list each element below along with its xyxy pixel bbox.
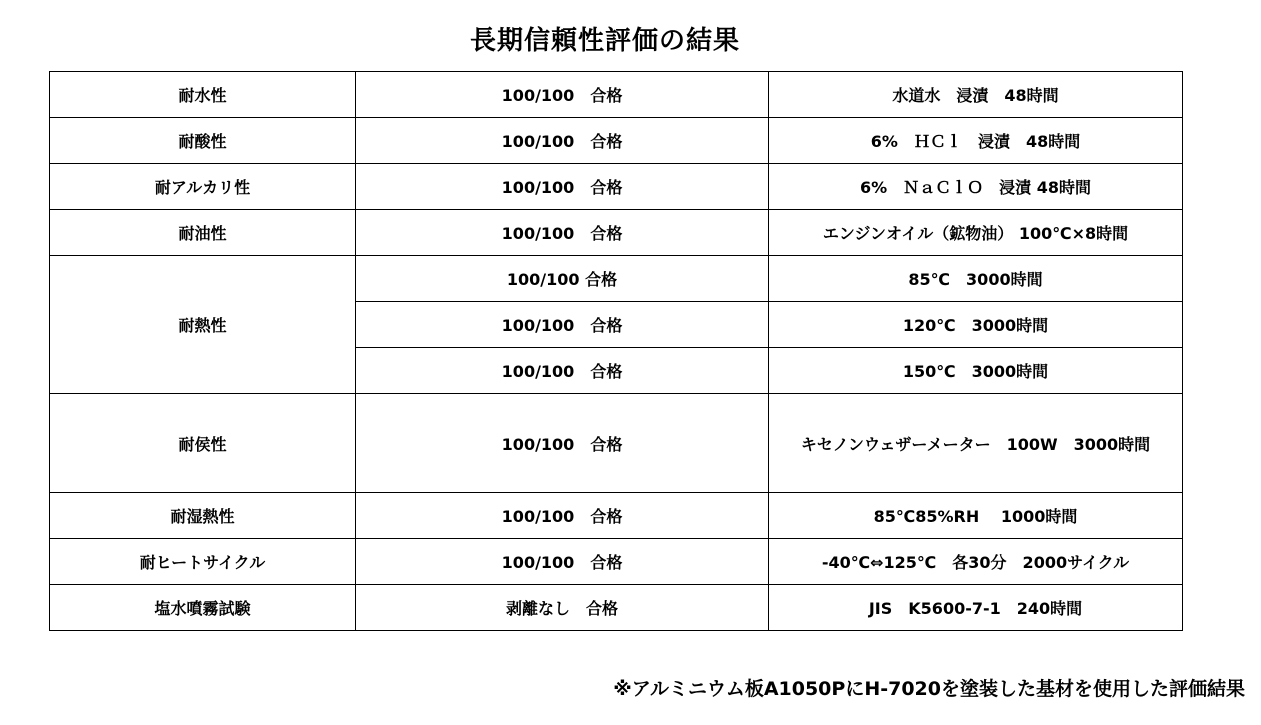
result-cell: 100/100 合格 <box>356 539 769 585</box>
property-cell: 耐水性 <box>50 72 356 118</box>
condition-cell: 6% ＨＣｌ 浸漬 48時間 <box>769 118 1183 164</box>
table-row <box>50 394 1183 493</box>
table-row <box>50 256 1183 302</box>
table-row <box>50 585 1183 631</box>
condition-cell: キセノンウェザーメーター 100W 3000時間 <box>769 394 1183 493</box>
property-cell: 耐ヒートサイクル <box>50 539 356 585</box>
condition-cell: 6% ＮａＣｌＯ 浸漬 48時間 <box>769 164 1183 210</box>
result-cell: 100/100 合格 <box>356 256 769 302</box>
result-cell: 100/100 合格 <box>356 118 769 164</box>
table-row <box>50 72 1183 118</box>
result-cell: 100/100 合格 <box>356 210 769 256</box>
property-cell: 耐油性 <box>50 210 356 256</box>
footnote: ※アルミニウム板A1050PにH-7020を塗装した基材を使用した評価結果 <box>613 678 1245 700</box>
result-cell: 剥離なし 合格 <box>356 585 769 631</box>
property-cell: 塩水噴霧試験 <box>50 585 356 631</box>
table-row <box>50 118 1183 164</box>
condition-cell: -40℃⇔125℃ 各30分 2000サイクル <box>769 539 1183 585</box>
condition-cell: JIS K5600-7-1 240時間 <box>769 585 1183 631</box>
result-cell: 100/100 合格 <box>356 164 769 210</box>
page-title: 長期信頼性評価の結果 <box>469 26 740 56</box>
result-cell: 100/100 合格 <box>356 493 769 539</box>
result-cell: 100/100 合格 <box>356 72 769 118</box>
property-cell: 耐酸性 <box>50 118 356 164</box>
result-cell: 100/100 合格 <box>356 394 769 493</box>
property-cell: 耐アルカリ性 <box>50 164 356 210</box>
results-table <box>49 71 1183 631</box>
property-cell: 耐侯性 <box>50 394 356 493</box>
table-row <box>50 164 1183 210</box>
table-row <box>50 210 1183 256</box>
property-cell: 耐熱性 <box>50 256 356 394</box>
result-cell: 100/100 合格 <box>356 348 769 394</box>
table-row <box>50 493 1183 539</box>
condition-cell: エンジンオイル（鉱物油） 100℃×8時間 <box>769 210 1183 256</box>
condition-cell: 水道水 浸漬 48時間 <box>769 72 1183 118</box>
condition-cell: 120℃ 3000時間 <box>769 302 1183 348</box>
property-cell: 耐湿熱性 <box>50 493 356 539</box>
condition-cell: 150℃ 3000時間 <box>769 348 1183 394</box>
condition-cell: 85℃ 3000時間 <box>769 256 1183 302</box>
result-cell: 100/100 合格 <box>356 302 769 348</box>
condition-cell: 85℃85%RH 1000時間 <box>769 493 1183 539</box>
table-row <box>50 539 1183 585</box>
